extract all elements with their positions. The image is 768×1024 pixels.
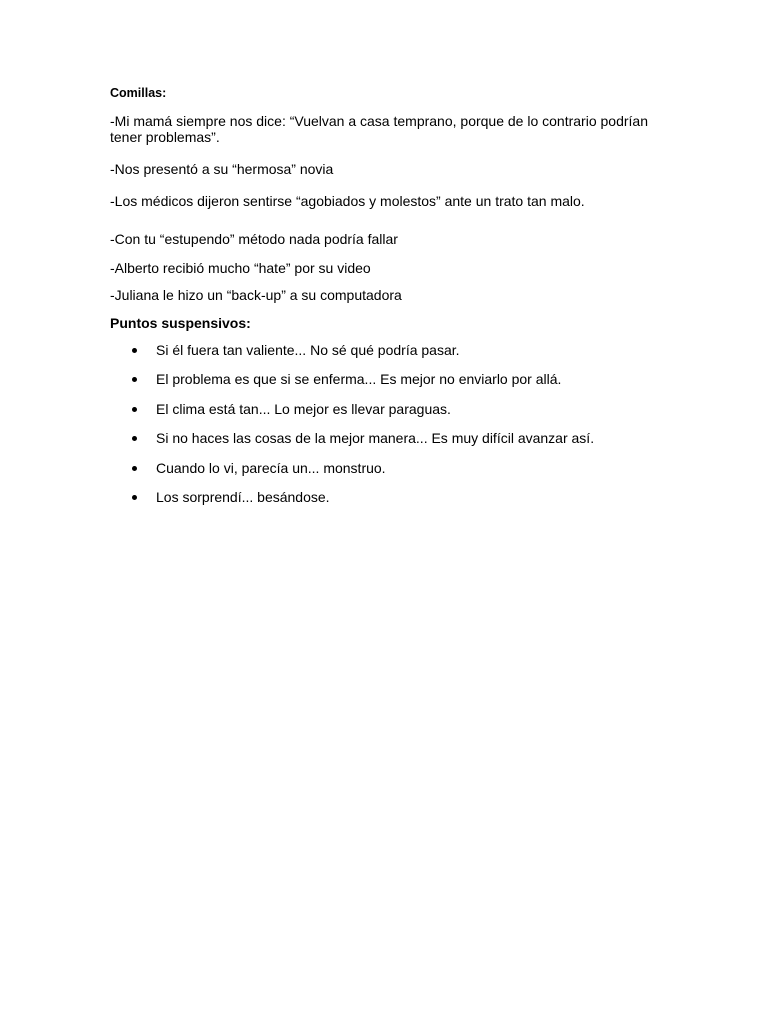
bullet-icon (132, 495, 137, 500)
list-item (0, 342, 700, 360)
bullet-icon (132, 348, 137, 353)
bullet-icon (132, 377, 137, 382)
comillas-example: -Alberto recibió mucho “hate” por su video (110, 260, 371, 276)
comillas-example: -Los médicos dijeron sentirse “agobiados y molestos” ante un trato tan malo. (110, 193, 585, 209)
list-item-text: Si él fuera tan valiente... No sé qué podría pasar. (156, 342, 460, 358)
list-item-text: Los sorprendí... besándose. (156, 489, 330, 505)
list-item-text: Si no haces las cosas de la mejor manera... Es muy difícil avanzar así. (156, 430, 595, 446)
list-item (0, 489, 700, 507)
list-item-text: El problema es que si se enferma... Es mejor no enviarlo por allá. (156, 371, 562, 387)
comillas-example: -Nos presentó a su “hermosa” novia (110, 161, 334, 177)
bullet-icon (132, 466, 137, 471)
comillas-example: -Mi mamá siempre nos dice: “Vuelvan a casa temprano, porque de lo contrario podrían tener problemas”. (110, 113, 648, 145)
list-item (0, 371, 700, 389)
list-item-text: Cuando lo vi, parecía un... monstruo. (156, 460, 386, 476)
bullet-icon (132, 436, 137, 441)
comillas-example: -Juliana le hizo un “back-up” a su computadora (110, 287, 402, 303)
comillas-example: -Con tu “estupendo” método nada podría fallar (110, 231, 398, 247)
bullet-icon (132, 407, 137, 412)
puntos-suspensivos-heading: Puntos suspensivos: (110, 315, 251, 331)
comillas-heading: Comillas: (110, 86, 167, 100)
list-item (0, 430, 700, 448)
list-item (0, 460, 700, 478)
list-item-text: El clima está tan... Lo mejor es llevar paraguas. (156, 401, 451, 417)
list-item (0, 401, 700, 419)
